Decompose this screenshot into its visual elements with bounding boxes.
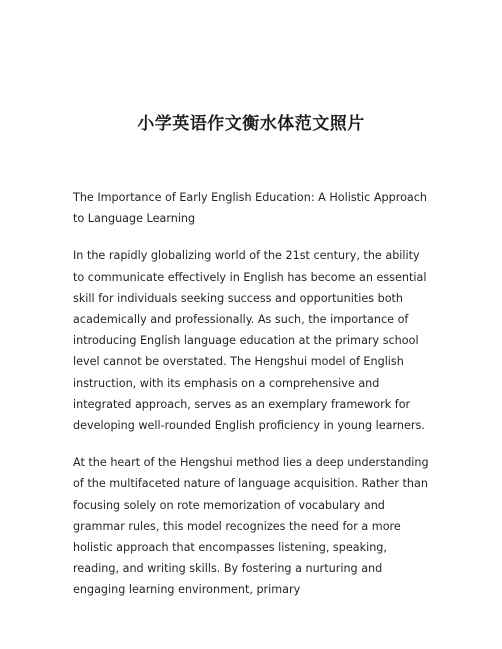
body-paragraph-1: In the rapidly globalizing world of the 21st century, the ability to communicate effectively in English has become an essential skill for individuals seeking success and opportunities both academically and professionally. As such, the importance of introducing English language education at the primary school level cannot be overstated. The Hengshui model of English instruction, with its emphasis on a comprehensive and integrated approach, serves as an exemplary framework for developing well-rounded English proficiency in young learners.	[73, 249, 427, 433]
document-body	[73, 187, 433, 617]
body-paragraph-2: At the heart of the Hengshui method lies a deep understanding of the multifaceted nature of language acquisition. Rather than focusing solely on rote memorization of vocabulary and grammar rules, this model recognizes the need for a more holistic approach that encompasses listening, speaking, reading, and writing skills. By fostering a nurturing and engaging learning environment, primary	[73, 456, 429, 597]
document-title: 小学英语作文衡水体范文照片	[137, 114, 365, 134]
essay-heading-paragraph: The Importance of Early English Education: A Holistic Approach to Language Learning	[73, 191, 428, 226]
